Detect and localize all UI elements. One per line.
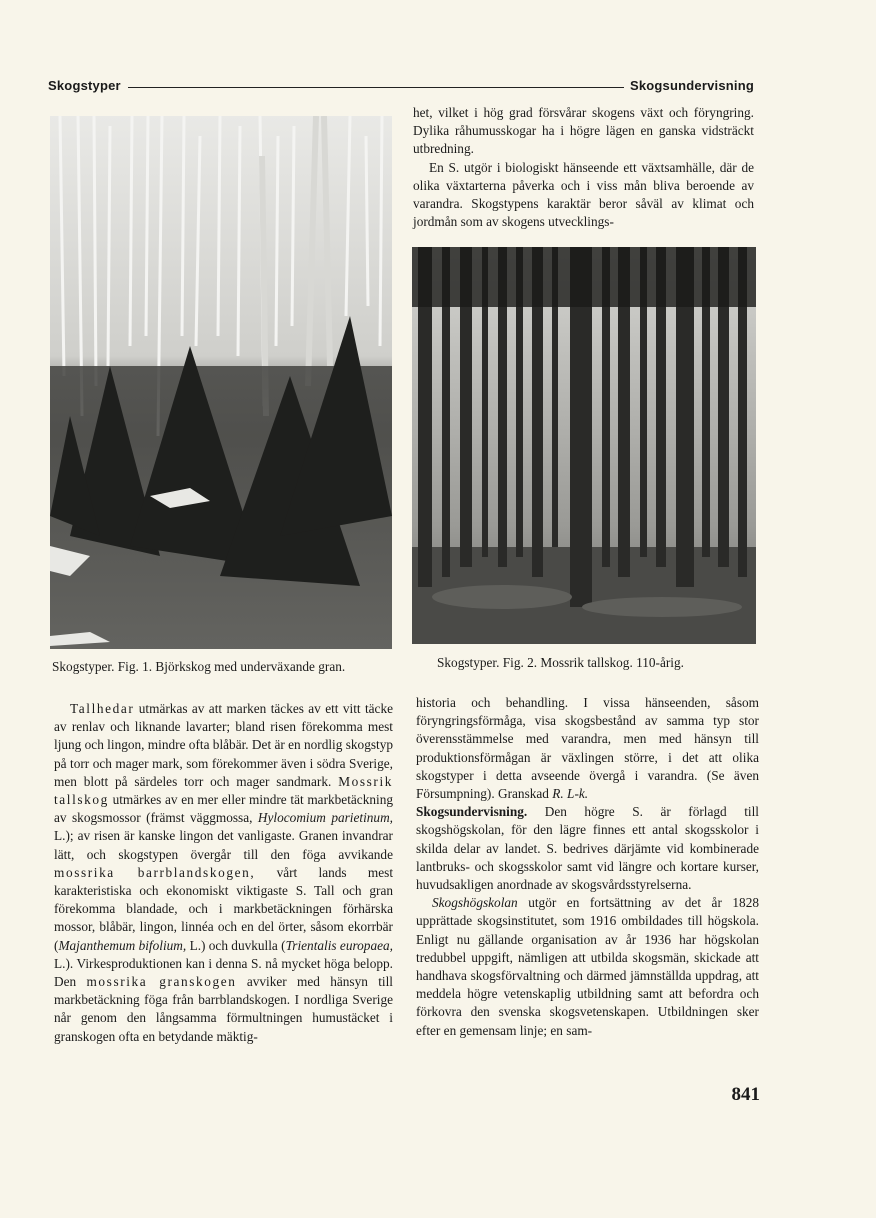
latin-name: Majanthemum bifolium, [58, 937, 187, 953]
header-rule [128, 87, 624, 88]
running-header-left: Skogstyper [48, 78, 127, 93]
right-top-text [413, 104, 754, 231]
text-run: utmärkas av att marken täckes av ett vitt täcke av renlav och liknande lavarter; bland risen förekomma mest ljung och lingon, mindre ofta blåbär. Det är en nordlig skogstyp på torr och mager mark, som förekommer även i södra Sverige, men blott på särdeles torr och mager sandmark. [54, 701, 394, 789]
text-run: avviker med hänsyn till markbetäckning föga från barrblandskogen. I nordliga Sverige når genom den långsamma förmultningen humustäcket i granskogen ofta en betydande mäktig- [54, 974, 393, 1044]
figure-2-photo [412, 247, 756, 644]
text-run: Den högre S. är förlagd till skogshögskolan, för den lägre finnes ett antal skogsskolor i skilda delar av landet. S. bedrives därjämte vid kombinerade lantbruks- och skogsskolor samt vid längre och kortare kurser, huvudsakligen anordnade av skogsvårdsstyrelserna. [416, 804, 759, 893]
paragraph: het, vilket i hög grad försvårar skogens växt och föryngring. Dylika råhumusskogar ha i högre lägen en ganska vidsträckt utbredning. [413, 105, 754, 157]
right-column-text [416, 694, 759, 1040]
term-tallhedar: Tallhedar [70, 701, 135, 716]
paragraph: En S. utgör i biologiskt hänseende ett växtsamhälle, där de olika växtarterna påverka och i viss mån bliva beroende av varandra. Skogstypens karaktär beror såväl av klimat och jordmån som av skogens utvecklings- [413, 159, 754, 230]
entry-heading-skogsundervisning: Skogsundervisning. [416, 804, 528, 820]
term-mossrik-tallskog: Mossrik tallskog [54, 773, 393, 808]
paragraph [416, 894, 759, 1040]
text-run: L.). Virkesproduktionen kan i denna S. nå mycket höga belopp. Den [54, 955, 393, 990]
page-number: 841 [731, 1084, 760, 1105]
reviewer-signature: R. L-k. [552, 786, 589, 802]
term-skogshogskolan: Skogshögskolan [432, 895, 518, 911]
paragraph [416, 803, 759, 894]
text-run: vårt lands mest karakteristiska och ekonomiskt viktigaste S. Tall och gran förekomma blandade, och i markbetäckningen förhärska mossor, blåbär, lingon, linnéa och en del örter, såsom ekorrbär ( [54, 864, 394, 953]
latin-name: Hylocomium parietinum, [257, 810, 394, 826]
term-mossrika-barrblandskogen: mossrika barrblandskogen, [54, 864, 256, 880]
figure-1-photo [50, 116, 392, 649]
birch-forest-image [50, 116, 392, 649]
text-run: L.); av risen är kanske lingon det vanligaste. Granen invandrar lätt, och skogstypen övergår till den föga avvikande [54, 828, 393, 862]
figure-2-caption: Skogstyper. Fig. 2. Mossrik tallskog. 110-årig. [437, 655, 684, 670]
text-run: L.) och duvkulla ( [186, 937, 286, 953]
text-run: utmärkes av en mer eller mindre tät markbetäckning av skogsmossor (främst väggmossa, [54, 792, 393, 826]
paragraph [416, 694, 759, 803]
pine-forest-image [412, 247, 756, 644]
text-run: utgör en fortsättning av det år 1828 upprättade skogsinstitutet, som 1916 ombildades till högskola. Enligt nu gällande organisation av år 1936 har högskolan tredubbel uppgift, nämligen att utbilda skogsmän, skickade att handhava skogsförvaltning och därmed jämnställda uppdrag, att meddela högre vetenskaplig utbildning samt att befordra och förkovra den svenska skogsvetenskapen. Utbildningen sker efter en gemensam linje; en sam- [416, 895, 759, 1038]
term-mossrika-granskogen: mossrika granskogen [86, 974, 237, 990]
left-column-text [54, 700, 393, 1046]
text-run: historia och behandling. I vissa hänseenden, såsom föryngringsförmåga, visa skogsbestånd av samma typ stor överensstämmelse med varandra, men med hänsyn till produktionsförmågan är växlingen större, i det att olika skogstyper i detta avseende övergå i varandra. (Se även Försumpning). Granskad [416, 695, 759, 802]
paragraph [54, 700, 393, 1046]
figure-1-caption: Skogstyper. Fig. 1. Björkskog med underväxande gran. [52, 659, 346, 674]
latin-name: Trientalis europaea, [285, 937, 393, 953]
running-header-right: Skogsundervisning [624, 78, 754, 93]
